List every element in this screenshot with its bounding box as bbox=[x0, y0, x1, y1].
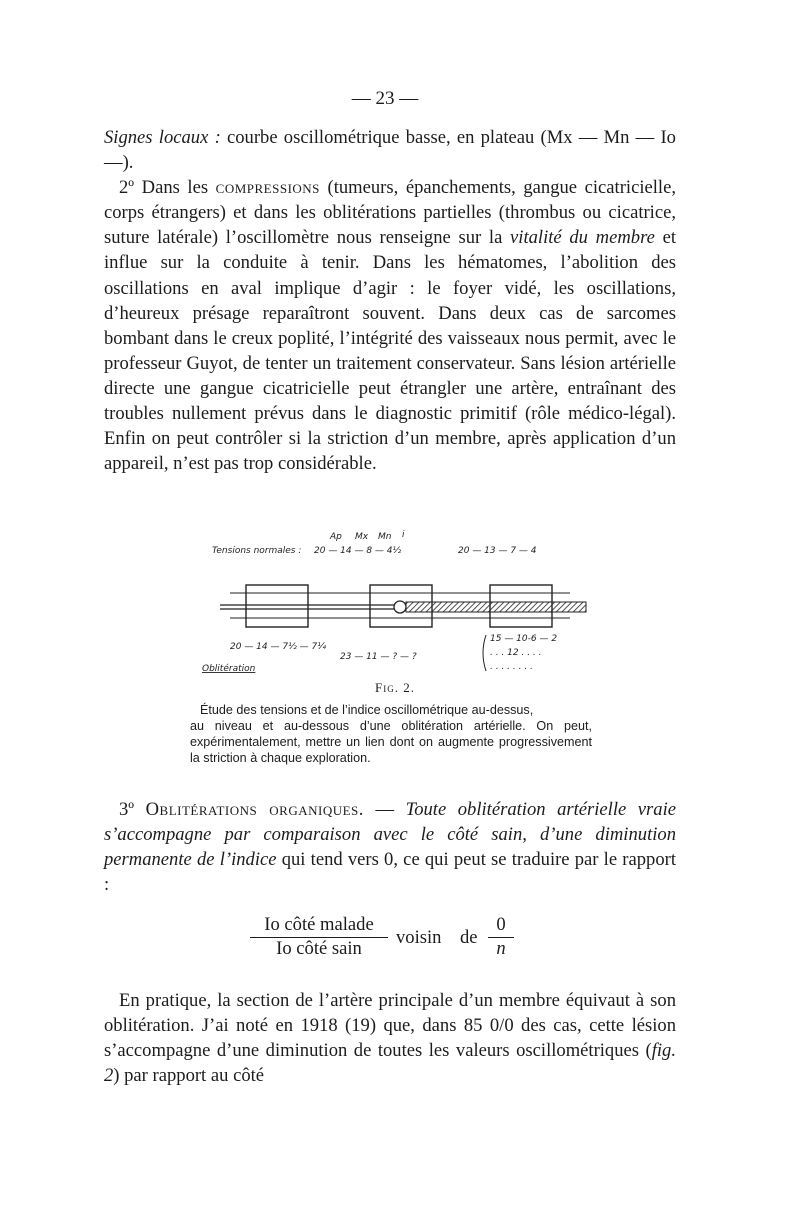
bottom-left-values: 20 — 14 — 7½ — 7¼ bbox=[230, 642, 326, 652]
obliterations-text: qui tend vers 0, ce qui peut se traduire par le rapport : bbox=[104, 849, 676, 896]
figure-caption bbox=[190, 702, 592, 766]
obliterations-emphasis: Toute oblitération artérielle vraie s’accompagne par comparaison avec le côté sain, d’une diminution permanente de l’indice bbox=[104, 799, 676, 871]
formula-main-fraction bbox=[250, 914, 388, 960]
figure-caption-rest: au niveau et au-dessous d’une oblitération artérielle. On peut, expérimentalement, mettre un lien dont on augmente progressivement la striction à chaque exploration. bbox=[190, 719, 592, 765]
figure-caption-line1: Étude des tensions et de l’indice oscillométrique au-dessus, bbox=[200, 703, 534, 717]
paragraph-obliterations bbox=[104, 797, 676, 897]
bottom-right-values-2: . . . 12 . . . . bbox=[490, 648, 542, 658]
obliterations-dash: — bbox=[363, 799, 406, 820]
ratio-formula bbox=[250, 914, 550, 960]
signes-locaux-heading: Signes locaux : bbox=[104, 127, 221, 148]
text-block-signes-compressions bbox=[104, 125, 676, 476]
signes-locaux-text: courbe oscillométrique basse, en plateau (Mx — Mn — Io —). bbox=[104, 127, 676, 174]
figure-2-diagram bbox=[190, 525, 600, 685]
tensions-left-values: 20 — 14 — 8 — 4½ bbox=[314, 546, 402, 556]
obliterations-heading: Oblitérations organiques. bbox=[145, 799, 364, 820]
compressions-text-b: et influe sur la conduite à tenir. Dans les hématomes, l’abolition des oscillations en aval implique d’agir : le foyer vidé, les oscillations, d’heureux présage reparaîtront souvent. Dans deux cas de sarcomes bombant dans le creux poplité, l’intégrité des vaisseaux nous permit, avec le professeur Guyot, de tenter un traitement conservateur. Sans lésion artérielle directe une gangue cicatricielle peut étrangler une artère, entraînant des troubles nullement prévus dans le diagnostic primitif (rôle médico-légal). Enfin on peut contrôler si la striction d’un membre, après application d’un appareil, n’est pas trop considérable. bbox=[104, 227, 676, 475]
en-pratique-text-b: ) par rapport au côté bbox=[113, 1065, 265, 1087]
obliteration-point bbox=[394, 601, 406, 613]
figure-reference: fig. 2 bbox=[104, 1040, 676, 1087]
formula-word-de: de bbox=[460, 927, 478, 948]
formula-right-denominator: n bbox=[496, 938, 506, 959]
formula-numerator: Io côté malade bbox=[250, 914, 388, 938]
text-block-obliterations bbox=[104, 797, 676, 897]
obliterations-number: 3º bbox=[119, 799, 146, 820]
formula-right-fraction bbox=[488, 914, 514, 960]
formula-right-numerator: 0 bbox=[488, 914, 514, 938]
obliteration-label: Oblitération bbox=[202, 664, 256, 674]
paragraph-compressions bbox=[104, 175, 676, 476]
compressions-heading: compressions bbox=[215, 177, 320, 199]
obliterated-artery-segment bbox=[406, 602, 586, 612]
en-pratique-text-a: En pratique, la section de l’artère principale d’un membre équivaut à son oblitération. J’ai noté en 1918 (19) que, dans 85 0/0 des cas, cette lésion s’accompagne d’une diminution de toutes les valeurs oscillométriques ( bbox=[104, 990, 676, 1062]
page-number: — 23 — bbox=[351, 88, 419, 109]
label-mn: Mn bbox=[378, 532, 392, 542]
tensions-right-values: 20 — 13 — 7 — 4 bbox=[458, 546, 537, 556]
compressions-text-a: (tumeurs, épanchements, gangue cicatricielle, corps étrangers) et dans les oblitérations partielles (thrombus ou cicatrice, suture latérale) l’oscillomètre nous renseigne sur la bbox=[104, 177, 676, 249]
bottom-right-values-1: 15 — 10-6 — 2 bbox=[490, 634, 558, 644]
label-ap: Ap bbox=[330, 532, 342, 542]
paragraph-signes-locaux bbox=[104, 125, 676, 175]
tensions-normales-label: Tensions normales : bbox=[212, 546, 302, 556]
brace bbox=[483, 635, 486, 671]
vitalite-membre-emphasis: vitalité du membre bbox=[510, 227, 655, 249]
formula-word-voisin: voisin bbox=[396, 927, 442, 948]
cuff-upper bbox=[246, 585, 308, 627]
compressions-number: 2º Dans les bbox=[119, 177, 216, 199]
figure-label: Fig. 2. bbox=[375, 680, 415, 695]
text-block-en-pratique bbox=[104, 988, 676, 1088]
formula-denominator: Io côté sain bbox=[276, 938, 362, 959]
label-i: i bbox=[402, 530, 405, 540]
bottom-right-values-3: . . . . . . . . bbox=[490, 662, 533, 672]
paragraph-en-pratique bbox=[104, 988, 676, 1088]
label-mx: Mx bbox=[355, 532, 369, 542]
artery-diagram bbox=[190, 525, 600, 685]
bottom-mid-values: 23 — 11 — ? — ? bbox=[340, 652, 417, 662]
